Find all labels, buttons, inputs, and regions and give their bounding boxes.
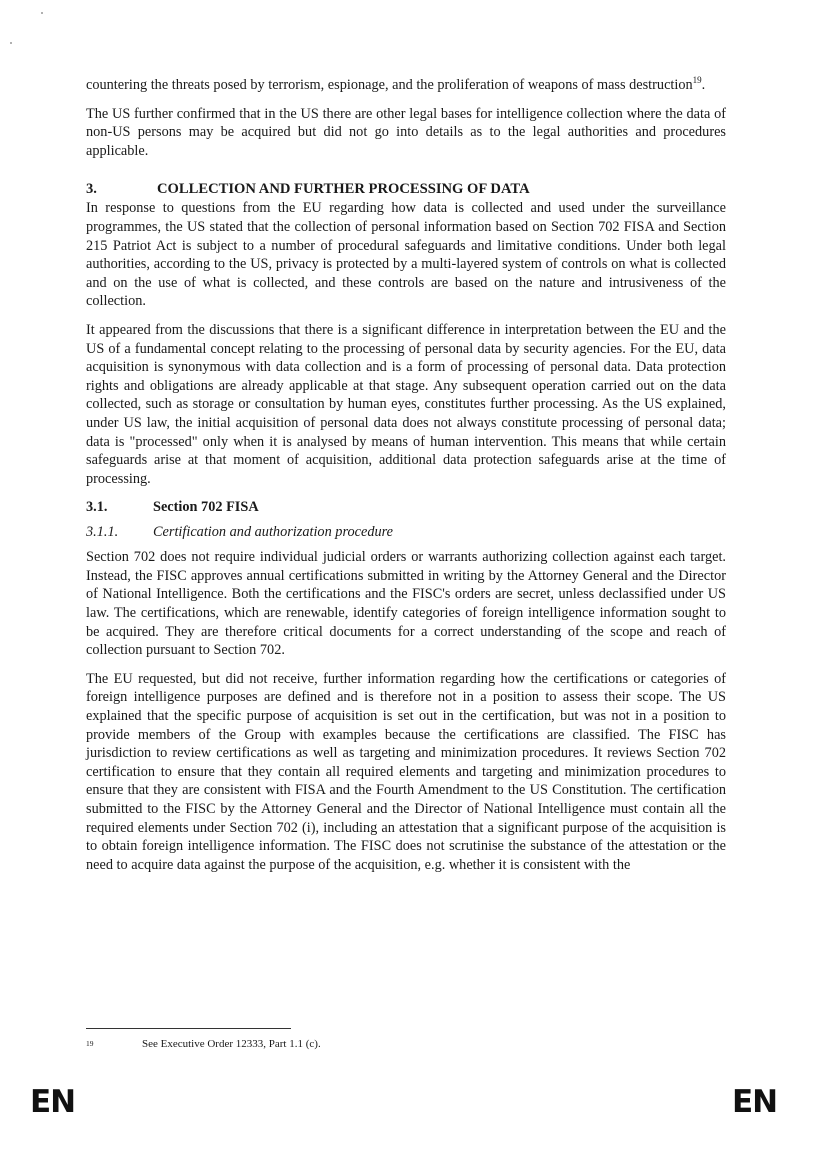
- footnote-text: See Executive Order 12333, Part 1.1 (c).: [142, 1038, 321, 1050]
- document-body: [86, 76, 726, 874]
- paragraph-section-702: Section 702 does not require individual judicial orders or warrants authorizing collection against each target. Instead, the FISC approves annual certifications submitted in writing by the Attorney General and the Director of National Intelligence. Both the certifications and the FISC's orders are secret, unless declassified under US law. The certifications, which are renewable, identify categories of foreign intelligence information sought to be acquired. They are therefore critical documents for a correct understanding of the scope and reach of collection pursuant to Section 702.: [86, 549, 726, 659]
- section-title: COLLECTION AND FURTHER PROCESSING OF DATA: [157, 181, 530, 198]
- subsection-heading-3-1: [86, 498, 726, 517]
- footnote-number: 19: [86, 1039, 94, 1048]
- subsection-number: 3.1.: [86, 499, 108, 516]
- scan-speck: [41, 12, 43, 14]
- language-mark-left: EN: [30, 1084, 76, 1120]
- subsubsection-number: 3.1.1.: [86, 524, 119, 541]
- footnote-reference[interactable]: 19: [692, 75, 702, 86]
- subsubsection-heading-3-1-1: [86, 523, 726, 542]
- paragraph-certifications: The EU requested, but did not receive, further information regarding how the certifications or categories of foreign intelligence purposes are defined and is therefore not in a position to assess their scope. The US explained that the specific purpose of acquisition is set out in the certification, but was not in a position to provide members of the Group with examples because the certifications are classified. The FISC has jurisdiction to review certifications as well as targeting and minimization procedures. It reviews Section 702 certification to ensure that they contain all required elements and targeting and minimization procedures to ensure that they are consistent with FISA and the Fourth Amendment to the US Constitution. The certification submitted to the FISC by the Attorney General and the Director of National Intelligence must contain all the required elements under Section 702 (i), including an attestation that a significant purpose of the acquisition is to obtain foreign intelligence information. The FISC does not scrutinise the substance of the attestation or the need to acquire data against the purpose of the acquisition, e.g. whether it is consistent with the: [86, 670, 726, 873]
- subsubsection-title: Certification and authorization procedure: [153, 524, 393, 541]
- footnote: [86, 1037, 321, 1051]
- section-number: 3.: [86, 181, 97, 198]
- paragraph-intro-text: countering the threats posed by terrorism, espionage, and the proliferation of weapons of mass destruction: [86, 77, 693, 93]
- language-mark-right: EN: [732, 1084, 778, 1120]
- footnote-divider: [86, 1028, 291, 1029]
- paragraph-legal-bases: The US further confirmed that in the US there are other legal bases for intelligence collection where the data of non-US persons may be acquired but did not go into details as to the legal authorities and procedures applicable.: [86, 105, 726, 159]
- paragraph-collection-response: In response to questions from the EU regarding how data is collected and used under the surveillance programmes, the US stated that the collection of personal information based on Section 702 FISA and Section 215 Patriot Act is subject to a number of procedural safeguards and limitative conditions. Under both legal authorities, according to the US, privacy is protected by a multi-layered system of controls on what is collected and on the use of what is collected, and these controls are based on the nature and intrusiveness of the collection.: [86, 200, 726, 310]
- subsection-title: Section 702 FISA: [153, 499, 259, 516]
- paragraph-intro-end: .: [701, 77, 706, 93]
- scan-speck: [10, 42, 12, 44]
- section-heading-3: [86, 180, 726, 199]
- paragraph-intro: [86, 76, 726, 95]
- paragraph-interpretation-difference: It appeared from the discussions that there is a significant difference in interpretation between the EU and the US of a fundamental concept relating to the processing of personal data by security agencies. For the EU, data acquisition is synonymous with data collection and is a form of processing of personal data. Data protection rights and obligations are already applicable at that stage. Any subsequent operation carried out on the data collected, such as storage or consultation by human eyes, constitutes further processing. As the US explained, under US law, the initial acquisition of personal data does not always constitute processing of personal data; data is "processed" only when it is analysed by means of human intervention. This means that while certain safeguards arise at that moment of acquisition, additional data protection safeguards arise at the time of processing.: [86, 321, 726, 487]
